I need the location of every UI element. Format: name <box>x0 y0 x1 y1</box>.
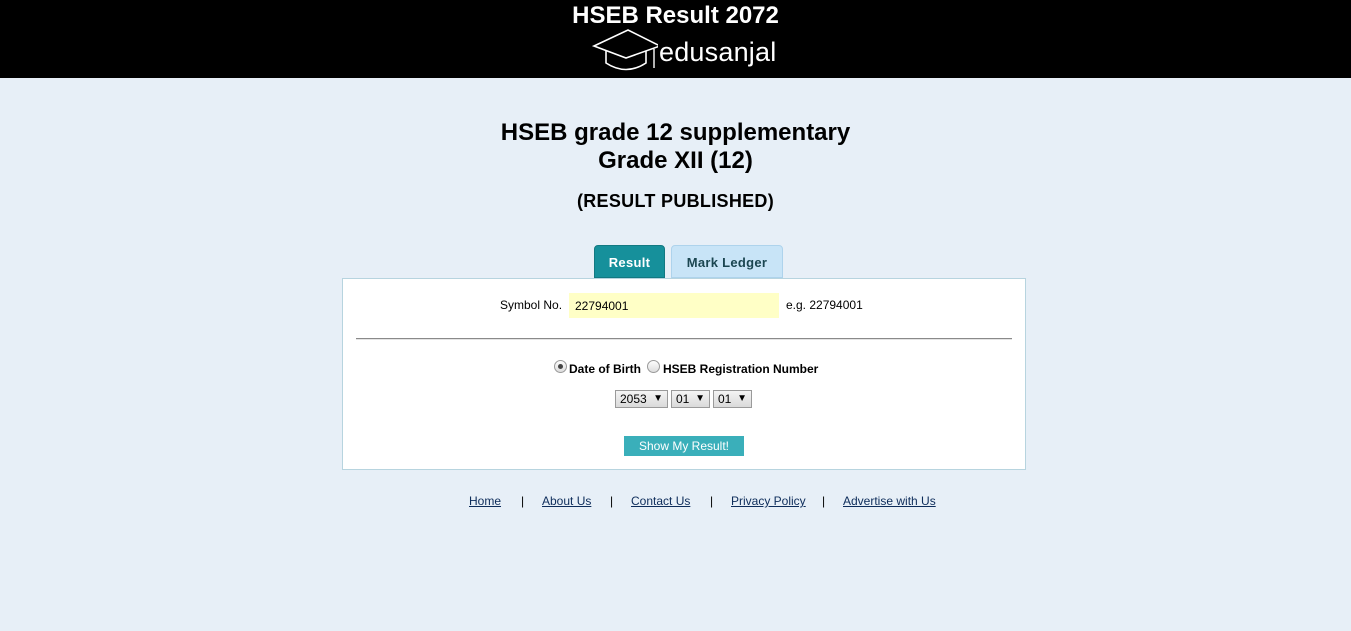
site-title: HSEB Result 2072 <box>572 2 779 29</box>
graduation-cap-icon <box>592 28 658 76</box>
dob-day-value: 01 <box>718 392 732 406</box>
header-bar <box>0 0 1351 78</box>
dob-month-value: 01 <box>676 392 690 406</box>
footer-link-advertise[interactable]: Advertise with Us <box>843 494 936 508</box>
dob-year-value: 2053 <box>620 392 647 406</box>
result-status: (RESULT PUBLISHED) <box>576 191 775 211</box>
symbol-number-input[interactable] <box>569 293 779 318</box>
radio-date-of-birth-label[interactable]: Date of Birth <box>569 362 641 376</box>
footer-link-about-us[interactable]: About Us <box>542 494 592 508</box>
dob-month-select[interactable] <box>671 390 710 408</box>
radio-date-of-birth[interactable] <box>554 360 567 373</box>
brand-name: edusanjal <box>659 37 777 67</box>
edusanjal-logo[interactable] <box>592 28 792 76</box>
page-title: HSEB grade 12 supplementary <box>500 119 851 146</box>
footer-link-contact-us[interactable]: Contact Us <box>631 494 691 508</box>
divider <box>356 338 1012 340</box>
footer-separator: | <box>521 494 525 508</box>
show-result-button[interactable]: Show My Result! <box>624 436 744 456</box>
tab-mark-ledger[interactable]: Mark Ledger <box>671 245 783 278</box>
symbol-example: e.g. 22794001 <box>786 298 863 312</box>
footer-link-home[interactable]: Home <box>469 494 502 508</box>
triangle-down-icon: ▼ <box>653 393 663 404</box>
footer-separator: | <box>822 494 826 508</box>
symbol-label: Symbol No. <box>500 298 563 312</box>
footer-separator: | <box>610 494 614 508</box>
radio-registration-number-label[interactable]: HSEB Registration Number <box>663 362 819 376</box>
triangle-down-icon: ▼ <box>695 393 705 404</box>
dob-day-select[interactable] <box>713 390 752 408</box>
triangle-down-icon: ▼ <box>737 393 747 404</box>
dob-year-select[interactable] <box>615 390 668 408</box>
radio-registration-number[interactable] <box>647 360 660 373</box>
page-subtitle: Grade XII (12) <box>598 147 753 174</box>
footer-link-privacy-policy[interactable]: Privacy Policy <box>731 494 806 508</box>
tab-result[interactable]: Result <box>594 245 665 278</box>
footer-separator: | <box>710 494 714 508</box>
